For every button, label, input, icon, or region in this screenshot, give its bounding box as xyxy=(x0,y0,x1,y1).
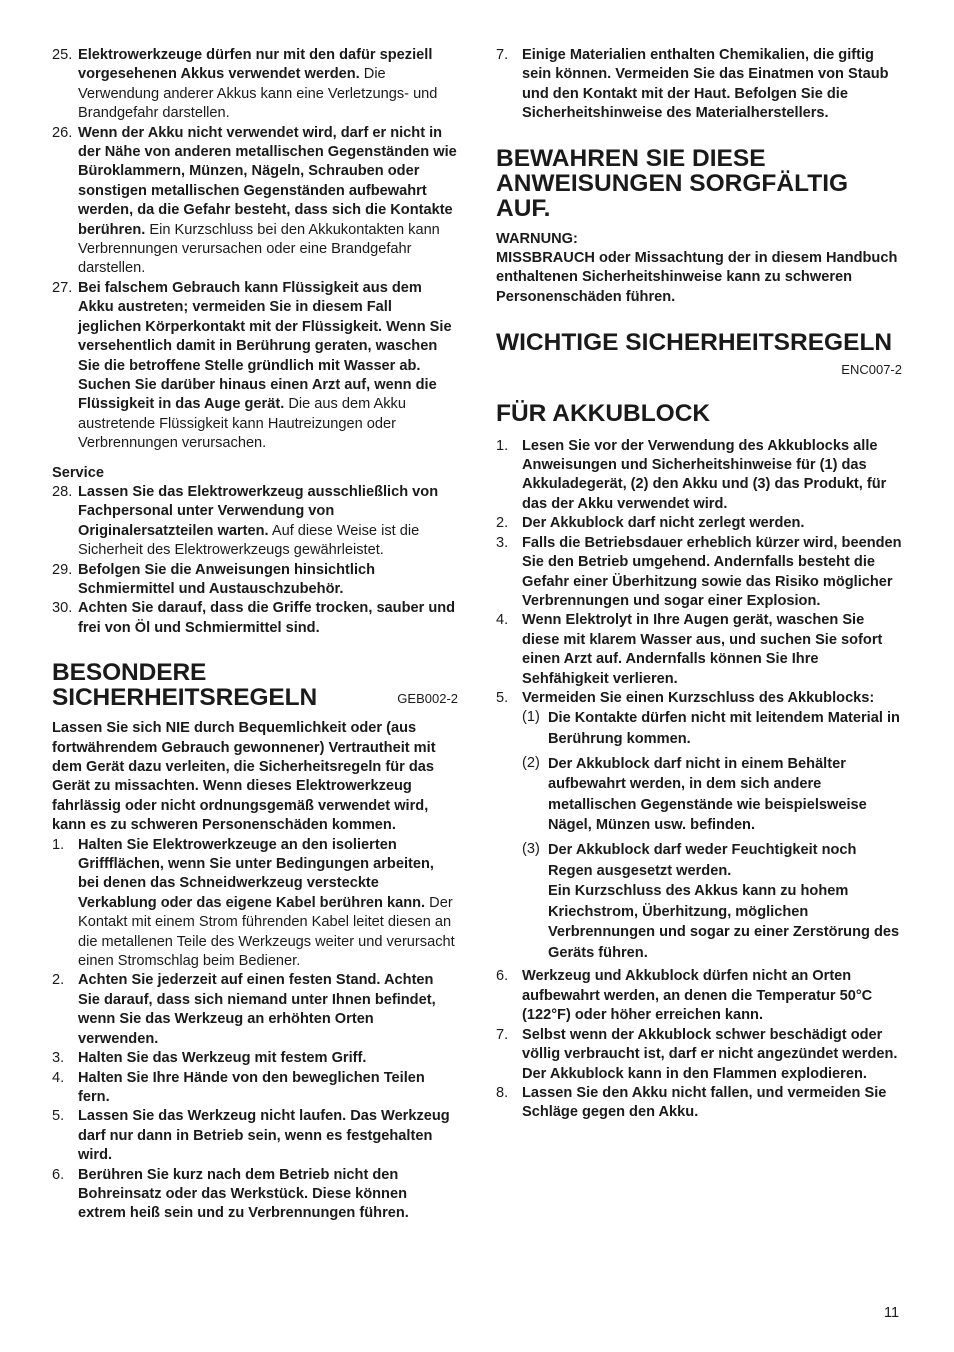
item-bold-text: Vermeiden Sie einen Kurzschluss des Akkublocks: xyxy=(522,689,875,706)
item-text: Die Verwendung anderer Akkus kann eine Verletzungs- und Brandgefahr darstellen. xyxy=(78,66,438,122)
list-item xyxy=(52,279,458,454)
section-heading-special-rules xyxy=(52,660,458,710)
item-text: Die aus dem Akku austretende Flüssigkeit kann Hautreizungen oder Verbrennungen verursachen. xyxy=(78,396,406,452)
item-bold-text: Lassen Sie das Werkzeug nicht laufen. Das Werkzeug darf nur dann in Betrieb sein, wenn es festgehalten wird. xyxy=(78,1108,450,1164)
item-number: 6. xyxy=(496,968,509,985)
item-number: 29. xyxy=(52,561,73,578)
list-item xyxy=(496,689,902,708)
item-number: 3. xyxy=(52,1050,65,1067)
heading-line: BESONDERE xyxy=(52,659,207,687)
intro-paragraph: Lassen Sie sich NIE durch Bequemlichkeit oder (aus fortwährendem Gebrauch gewonnener) Vertrautheit mit dem Gerät dazu verleiten, die Sicherheitsregeln für das Gerät zu missachten. Wenn dieses Elektrowerkzeug fahrlässig oder nicht ordnungsgemäß verwendet wird, kann es zu schweren Personenschäden kommen. xyxy=(52,720,436,834)
sub-list xyxy=(522,708,902,963)
heading-line: AUF. xyxy=(496,194,551,222)
list-item xyxy=(52,971,458,1049)
item-bold-text: Wenn Elektrolyt in Ihre Augen gerät, waschen Sie diese mit klarem Wasser aus, und suchen Sie sofort einen Arzt auf. Andernfalls können Sie Ihre Sehfähigkeit verlieren. xyxy=(522,612,883,687)
item-bold-text: Der Akkublock darf nicht zerlegt werden. xyxy=(522,515,805,532)
list-item xyxy=(52,124,458,279)
item-bold-text: Achten Sie jederzeit auf einen festen Stand. Achten Sie darauf, dass sich niemand unter Ihnen befindet, wenn Sie das Werkzeug an erhöhten Orten verwenden. xyxy=(78,972,436,1047)
item-text: Der Kontakt mit einem Strom führenden Kabel leitet diesen an die metallenen Teile des Werkzeugs weiter und verursacht einen Stromschlag beim Bediener. xyxy=(78,894,455,970)
list-item xyxy=(52,1166,458,1224)
item-number: 2. xyxy=(52,972,65,989)
item-number: 7. xyxy=(496,47,509,63)
item-bold-text: Werkzeug und Akkublock dürfen nicht an Orten aufbewahrt werden, an denen die Temperatur 50°C (122°F) oder höher erreichen kann. xyxy=(522,968,873,1024)
list-item xyxy=(52,599,458,638)
item-bold-text: Lassen Sie den Akku nicht fallen, und vermeiden Sie Schläge gegen den Akku. xyxy=(522,1084,887,1121)
list-item xyxy=(496,1026,902,1084)
item-bold-text: Elektrowerkzeuge dürfen nur mit den dafür speziell vorgesehenen Akkus verwendet werden. xyxy=(78,47,433,83)
heading-line: SICHERHEITSREGELN xyxy=(52,684,318,712)
item-bold-text: Befolgen Sie die Anweisungen hinsichtlich Schmiermittel und Austauschzubehör. xyxy=(78,561,376,597)
sub-item-text: Der Akkublock darf weder Feuchtigkeit noch Regen ausgesetzt werden. xyxy=(548,841,857,879)
sub-item-text-continued: Ein Kurzschluss des Akkus kann zu hohem Kriechstrom, Überhitzung, möglichen Verbrennungen und sogar zu einer Zerstörung des Geräts führen. xyxy=(548,883,900,961)
item-number: 5. xyxy=(52,1108,65,1125)
list-items-a xyxy=(52,46,458,454)
item-bold-text: Berühren Sie kurz nach dem Betrieb nicht den Bohreinsatz oder das Werkstück. Diese können extrem heiß sein und zu Verbrennungen führen. xyxy=(78,1166,409,1222)
item-bold-text: Falls die Betriebsdauer erheblich kürzer wird, beenden Sie den Betrieb umgehend. Andernfalls besteht die Gefahr einer Überhitzung sowie das Risiko möglicher Verbrennungen und sogar einer Explosion. xyxy=(522,534,902,609)
sub-item-text: Der Akkublock darf nicht in einem Behälter aufbewahrt werden, in dem sich andere metallischen Gegenstände wie beispielsweise Nägel, Münzen usw. befinden. xyxy=(548,755,867,834)
sub-item xyxy=(522,840,902,964)
list-item xyxy=(496,1084,902,1123)
list-item xyxy=(52,46,458,124)
item-bold-text: Halten Sie das Werkzeug mit festem Griff. xyxy=(78,1050,367,1067)
list-item xyxy=(52,561,458,600)
list-item xyxy=(496,437,902,515)
item-bold-text: Lassen Sie das Elektrowerkzeug ausschließlich von Fachpersonal unter Verwendung von Originalersatzteilen warten. xyxy=(78,483,439,539)
item-bold-text: Selbst wenn der Akkublock schwer beschädigt oder völlig verbraucht ist, darf er nicht angezündet werden. Der Akkublock kann in den Flammen explodieren. xyxy=(522,1026,898,1082)
item-number: 7. xyxy=(496,1026,509,1043)
item-bold-text: Halten Sie Ihre Hände von den beweglichen Teilen fern. xyxy=(78,1069,425,1105)
item-number: 4. xyxy=(52,1069,65,1086)
sub-item xyxy=(522,754,902,836)
section-heading-battery: FÜR AKKUBLOCK xyxy=(496,399,711,427)
page-number: 11 xyxy=(884,1305,900,1321)
list-item xyxy=(52,483,458,561)
item-number: 6. xyxy=(52,1166,65,1183)
item-number: 27. xyxy=(52,279,73,296)
item-number: 26. xyxy=(52,124,73,141)
list-items-b xyxy=(52,483,458,638)
item-number: 30. xyxy=(52,600,73,617)
sub-item-number: (2) xyxy=(522,754,540,771)
list-item xyxy=(52,1069,458,1108)
item-bold-text: Lesen Sie vor der Verwendung des Akkublocks alle Anweisungen und Sicherheitshinweise für (1) das Akkuladegerät, (2) den Akku und (3) das Produkt, für das der Akku verwendet wird. xyxy=(522,437,887,512)
sub-item-number: (3) xyxy=(522,840,540,857)
list-item xyxy=(496,46,902,124)
item-text: Ein Kurzschluss bei den Akkukontakten kann Verbrennungen verursachen oder eine Brandgefahr darstellen. xyxy=(78,221,440,277)
section-heading-keep-instructions xyxy=(496,146,902,221)
item-number: 4. xyxy=(496,612,509,629)
list-item xyxy=(496,514,902,533)
list-items-c xyxy=(52,836,458,1224)
item-number: 2. xyxy=(496,515,509,532)
item-bold-text: Achten Sie darauf, dass die Griffe trocken, sauber und frei von Öl und Schmiermittel sind. xyxy=(78,600,456,636)
item-number: 1. xyxy=(52,836,65,853)
item-number: 5. xyxy=(496,689,509,706)
item-bold-text: Einige Materialien enthalten Chemikalien, die giftig sein können. Vermeiden Sie das Einatmen von Staub und den Kontakt mit der Haut. Befolgen Sie die Sicherheitshinweise des Materialherstellers. xyxy=(522,47,889,122)
heading-line: ANWEISUNGEN SORGFÄLTIG xyxy=(496,169,849,197)
item-bold-text: Halten Sie Elektrowerkzeuge an den isolierten Griffflächen, wenn Sie unter Bedingungen arbeiten, bei denen das Schneidwerkzeug versteckte Verkablung oder das eigene Kabel berühren kann. xyxy=(78,836,434,911)
item-bold-text: Bei falschem Gebrauch kann Flüssigkeit aus dem Akku austreten; vermeiden Sie in diesem Fall jeglichen Körperkontakt mit der Flüssigkeit. Wenn Sie versehentlich damit in Berührung geraten, waschen Sie die betroffene Stelle gründlich mit Wasser ab. Suchen Sie darüber hinaus einen Arzt auf, wenn die Flüssigkeit in das Auge gerät. xyxy=(78,279,452,413)
item-number: 25. xyxy=(52,47,73,63)
list-item xyxy=(52,836,458,972)
left-column xyxy=(52,46,458,1224)
list-item xyxy=(52,1049,458,1068)
item-bold-text: Wenn der Akku nicht verwendet wird, darf er nicht in der Nähe von anderen metallischen Gegenständen wie Büroklammern, Münzen, Nägeln, Schrauben oder sonstigen metallischen Gegenständen aufbewahrt werden, da die Gefahr besteht, dass sich die Kontakte berühren. xyxy=(78,124,457,238)
battery-list-b xyxy=(496,967,902,1122)
right-column xyxy=(496,46,902,1123)
warning-label: WARNUNG: xyxy=(496,230,578,247)
item-number: 1. xyxy=(496,437,509,454)
item-number: 28. xyxy=(52,483,73,500)
service-heading: Service xyxy=(52,464,104,481)
section-code: ENC007-2 xyxy=(841,362,902,378)
section-code: GEB002-2 xyxy=(397,690,458,706)
warning-text: MISSBRAUCH oder Missachtung der in diesem Handbuch enthaltenen Sicherheitshinweise kann zu schweren Personenschäden führen. xyxy=(496,250,898,305)
item-number: 3. xyxy=(496,534,509,551)
section-heading-important-rules: WICHTIGE SICHERHEITSREGELN xyxy=(496,329,893,357)
list-item xyxy=(52,1107,458,1165)
sub-item-number: (1) xyxy=(522,709,540,726)
heading-line: BEWAHREN SIE DIESE xyxy=(496,144,766,172)
list-item xyxy=(496,611,902,689)
item-text: Auf diese Weise ist die Sicherheit des Elektrowerkzeugs gewährleistet. xyxy=(78,522,420,559)
item-number: 8. xyxy=(496,1084,509,1101)
battery-list-a xyxy=(496,437,902,709)
list-item xyxy=(496,967,902,1025)
sub-item xyxy=(522,708,902,749)
list-item xyxy=(496,534,902,612)
sub-item-text: Die Kontakte dürfen nicht mit leitendem Material in Berührung kommen. xyxy=(548,710,900,747)
